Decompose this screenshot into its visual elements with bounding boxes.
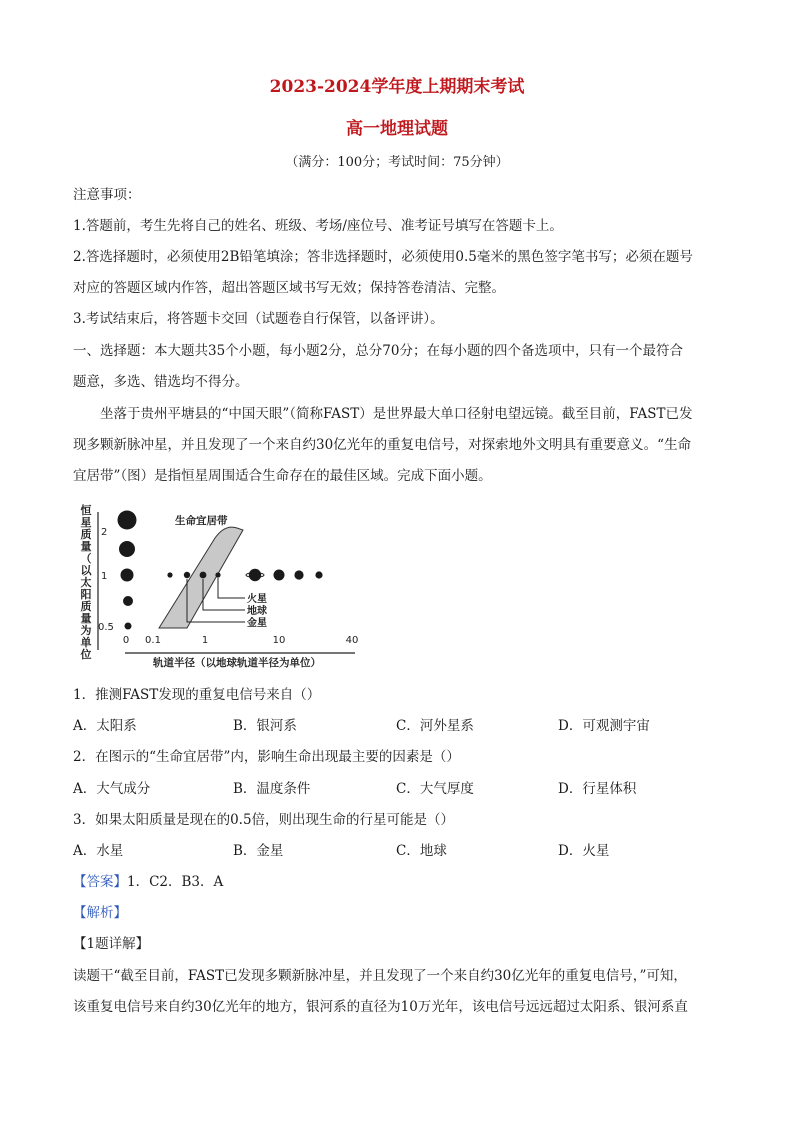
y-axis-label [80,503,93,661]
detail-1-line-2: 该重复电信号来自约30亿光年的地方，银河系的直径为10万光年，该电信号远远超过太阳系、银河系直 [73,999,688,1015]
habitable-zone-label: 生命宜居带 [175,515,228,527]
x-axis-label: 轨道半径（以地球轨道半径为单位） [153,657,321,669]
q2-option-a[interactable]: A．大气成分 [73,781,151,797]
earth-label: 地球 [247,606,267,617]
star-mass-dot [119,541,135,557]
question-1-stem: 1．推测FAST发现的重复电信号来自（） [73,687,321,703]
y-label-char: 阳 [80,588,92,601]
mars-label: 火星 [247,594,267,605]
note-2-line-2: 对应的答题区域内作答，超出答题区域书写无效；保持答卷清洁、完整。 [73,280,505,296]
detail-1-label: 【1题详解】 [73,936,150,952]
star-mass-dot [121,569,134,582]
venus-label: 金星 [247,618,267,629]
planet-dot [215,572,220,577]
planet-dot [167,572,172,577]
planet-dot [294,570,303,579]
passage-line-2: 现多颗新脉冲星，并且发现了一个来自约30亿光年的重复电信号，对探索地外文明具有重要意义。“生命 [73,437,692,453]
q3-option-c[interactable]: C．地球 [396,843,447,859]
y-label-char: 星 [80,516,92,529]
star-mass-dot [118,511,137,530]
planet-dot [315,571,322,578]
star-mass-dot [125,623,132,630]
q1-option-d[interactable]: D．可观测宇宙 [558,718,650,734]
star-mass-dot [123,596,133,606]
x-tick-label: 1 [201,635,209,646]
y-label-char: 太 [80,576,92,589]
answer-text: 1．C2．B3．A [127,874,224,890]
exam-meta: （满分：100分；考试时间：75分钟） [285,155,509,170]
planet-dot [249,569,261,581]
y-label-char: 质 [80,600,92,613]
notes-heading: 注意事项： [73,187,141,203]
q2-option-c[interactable]: C．大气厚度 [396,781,474,797]
x-tick-label: 0.1 [145,635,161,646]
x-tick-label: 0 [122,635,130,646]
y-label-char: 为 [80,624,92,637]
subject-title: 高一地理试题 [346,119,448,139]
passage-line-1: 坐落于贵州平塘县的“中国天眼”（简称FAST）是世界最大单口径射电望远镜。截至目前，FAST已发 [100,406,693,422]
y-label-char: 恒 [80,504,92,517]
y-tick-label: 2 [101,527,108,538]
x-tick-label: 10 [272,635,286,646]
planet-dot [274,570,285,581]
note-3: 3.考试结束后，将答题卡交回（试题卷自行保管，以备评讲）。 [73,311,444,327]
mars-leader-line [218,578,245,598]
section-heading-line-1: 一、选择题：本大题共35个小题，每小题2分，总分70分；在每小题的四个备选项中，只有一个最符合 [73,343,683,359]
habitable-zone-figure [75,500,375,670]
y-tick-label: 1 [101,571,108,582]
exam-title: 2023-2024学年度上期期末考试 [269,77,525,97]
q3-option-b[interactable]: B．金星 [233,843,284,859]
q3-option-d[interactable]: D．火星 [558,843,610,859]
q2-option-d[interactable]: D．行星体积 [558,781,637,797]
question-2-stem: 2．在图示的“生命宜居带”内，影响生命出现最主要的因素是（） [73,749,460,765]
y-tick-label: 0.5 [98,622,114,633]
q1-option-b[interactable]: B．银河系 [233,718,297,734]
y-label-char: 量 [80,540,92,553]
section-heading-line-2: 题意，多选、错选均不得分。 [73,374,249,390]
q1-option-c[interactable]: C．河外星系 [396,718,474,734]
note-2-line-1: 2.答选择题时，必须使用2B铅笔填涂；答非选择题时，必须使用0.5毫米的黑色签字笔书写；必须在题号 [73,249,693,265]
question-3-stem: 3．如果太阳质量是现在的0.5倍，则出现生命的行星可能是（） [73,812,455,828]
planet-dot [200,572,207,579]
x-tick-label: 40 [345,635,359,646]
q1-option-a[interactable]: A．太阳系 [73,718,137,734]
answer-label: 【答案】 [73,874,127,890]
answer-row [73,870,223,890]
detail-1-line-1: 读题干“截至目前，FAST已发现多颗新脉冲星，并且发现了一个来自约30亿光年的重复电信号，”可知， [73,968,687,984]
y-label-char: （ [80,552,92,565]
planet-dot [184,572,190,578]
note-1: 1.答题前，考生先将自己的姓名、班级、考场/座位号、准考证号填写在答题卡上。 [73,218,563,234]
q3-option-a[interactable]: A．水星 [73,843,124,859]
y-label-char: 以 [80,564,92,577]
analysis-label: 【解析】 [73,905,127,921]
y-label-char: 质 [80,528,92,541]
y-label-char: 单 [80,636,92,649]
y-label-char: 位 [80,648,92,661]
y-label-char: 量 [80,612,92,625]
passage-line-3: 宜居带”（图）是指恒星周围适合生命存在的最佳区域。完成下面小题。 [73,468,492,484]
q2-option-b[interactable]: B．温度条件 [233,781,311,797]
